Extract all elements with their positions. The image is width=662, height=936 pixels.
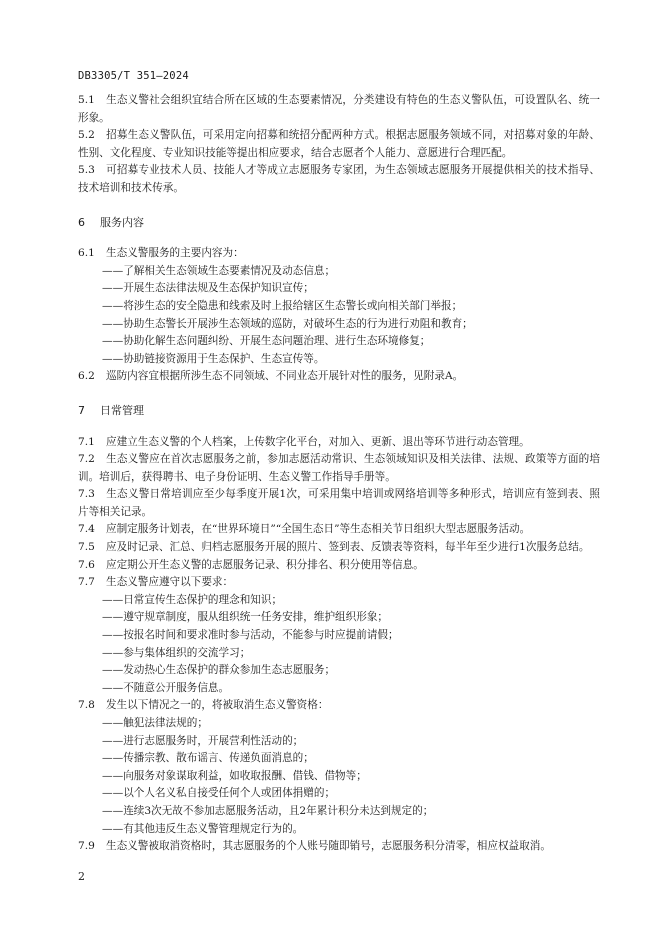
standard-number: DB3305/T 351—2024 <box>78 70 189 82</box>
list-item: ——协助链接资源用于生态保护、生态宣传等。 <box>102 352 325 365</box>
clause-7-7: 7.7 生态义警应遵守以下要求： <box>78 576 234 589</box>
list-item: ——进行志愿服务时，开展营利性活动的； <box>102 734 304 747</box>
clause-5-1: 5.1 生态义警社会组织宜结合所在区域的生态要素情况，分类建设有特色的生态义警队伍，可设置队名、统一形象。 <box>78 94 600 124</box>
list-item: ——遵守规章制度，服从组织统一任务安排，维护组织形象； <box>102 611 389 624</box>
clause-7-1: 7.1 应建立生态义警的个人档案，上传数字化平台，对加入、更新、退出等环节进行动态管理。 <box>78 435 530 448</box>
clause-7-5: 7.5 应及时记录、汇总、归档志愿服务开展的照片、签到表、反馈表等资料，每半年至少进行1次服务总结。 <box>78 541 590 554</box>
list-item: ——发动热心生态保护的群众参加生态志愿服务； <box>102 664 336 677</box>
list-item: ——连续3次无故不参加志愿服务活动，且2年累计积分未达到规定的； <box>102 804 434 817</box>
list-item: ——日常宣传生态保护的理念和知识； <box>102 593 283 606</box>
clause-6-1: 6.1 生态义警服务的主要内容为： <box>78 247 244 260</box>
section-6-heading: 6 服务内容 <box>78 215 144 229</box>
page-number: 2 <box>78 870 85 883</box>
list-item: ——向服务对象谋取利益，如收取报酬、借钱、借物等； <box>102 769 367 782</box>
clause-7-4: 7.4 应制定服务计划表，在“世界环境日”“全国生态日”等生态相关节日组织大型志愿服务活动。 <box>78 523 531 536</box>
list-item: ——了解相关生态领域生态要素情况及动态信息； <box>102 264 336 277</box>
list-item: ——有其他违反生态义警管理规定行为的。 <box>102 822 304 835</box>
clause-7-6: 7.6 应定期公开生态义警的志愿服务记录、积分排名、积分使用等信息。 <box>78 558 424 571</box>
clause-7-3: 7.3 生态义警日常培训应至少每季度开展1次，可采用集中培训或网络培训等多种形式，培训应有签到表、照片等相关记录。 <box>78 488 600 518</box>
document-body <box>78 92 600 856</box>
list-item: ——协助生态警长开展涉生态领域的巡防，对破坏生态的行为进行劝阻和教育； <box>102 317 473 330</box>
section-7-heading: 7 日常管理 <box>78 403 144 417</box>
clause-6-2: 6.2 巡防内容宜根据所涉生态不同领域、不同业态开展针对性的服务，见附录A。 <box>78 370 464 383</box>
clause-7-9: 7.9 生态义警被取消资格时，其志愿服务的个人账号随即销号，志愿服务积分清零，相应权益取消。 <box>78 840 551 853</box>
list-item: ——开展生态法律法规及生态保护知识宣传； <box>102 282 314 295</box>
list-item: ——按报名时间和要求准时参与活动，不能参与时应提前请假； <box>102 629 399 642</box>
list-item: ——不随意公开服务信息。 <box>102 681 230 694</box>
list-item: ——以个人名义私自接受任何个人或团体捐赠的； <box>102 787 336 800</box>
list-item: ——参与集体组织的交流学习； <box>102 646 251 659</box>
list-item: ——传播宗教、散布谣言、传递负面消息的； <box>102 752 314 765</box>
clause-5-3: 5.3 可招募专业技术人员、技能人才等成立志愿服务专家团，为生态领域志愿服务开展提供相关的技术指导、技术培训和技术传承。 <box>78 164 600 194</box>
list-item: ——将涉生态的安全隐患和线索及时上报给辖区生态警长或向相关部门举报； <box>102 299 463 312</box>
clause-5-2: 5.2 招募生态义警队伍，可采用定向招募和统招分配两种方式。根据志愿服务领域不同，对招募对象的年龄、性别、文化程度、专业知识技能等提出相应要求，结合志愿者个人能力、意愿进行合理匹配。 <box>78 129 600 159</box>
clause-7-8: 7.8 发生以下情况之一的，将被取消生态义警资格： <box>78 699 329 712</box>
clause-7-2: 7.2 生态义警应在首次志愿服务之前，参加志愿活动常识、生态领域知识及相关法律、法规、政策等方面的培训。培训后，获得聘书、电子身份证明、生态义警工作指导手册等。 <box>78 453 600 483</box>
list-item: ——协助化解生态问题纠纷、开展生态问题治理、进行生态环境修复； <box>102 335 431 348</box>
list-item: ——触犯法律法规的； <box>102 717 208 729</box>
